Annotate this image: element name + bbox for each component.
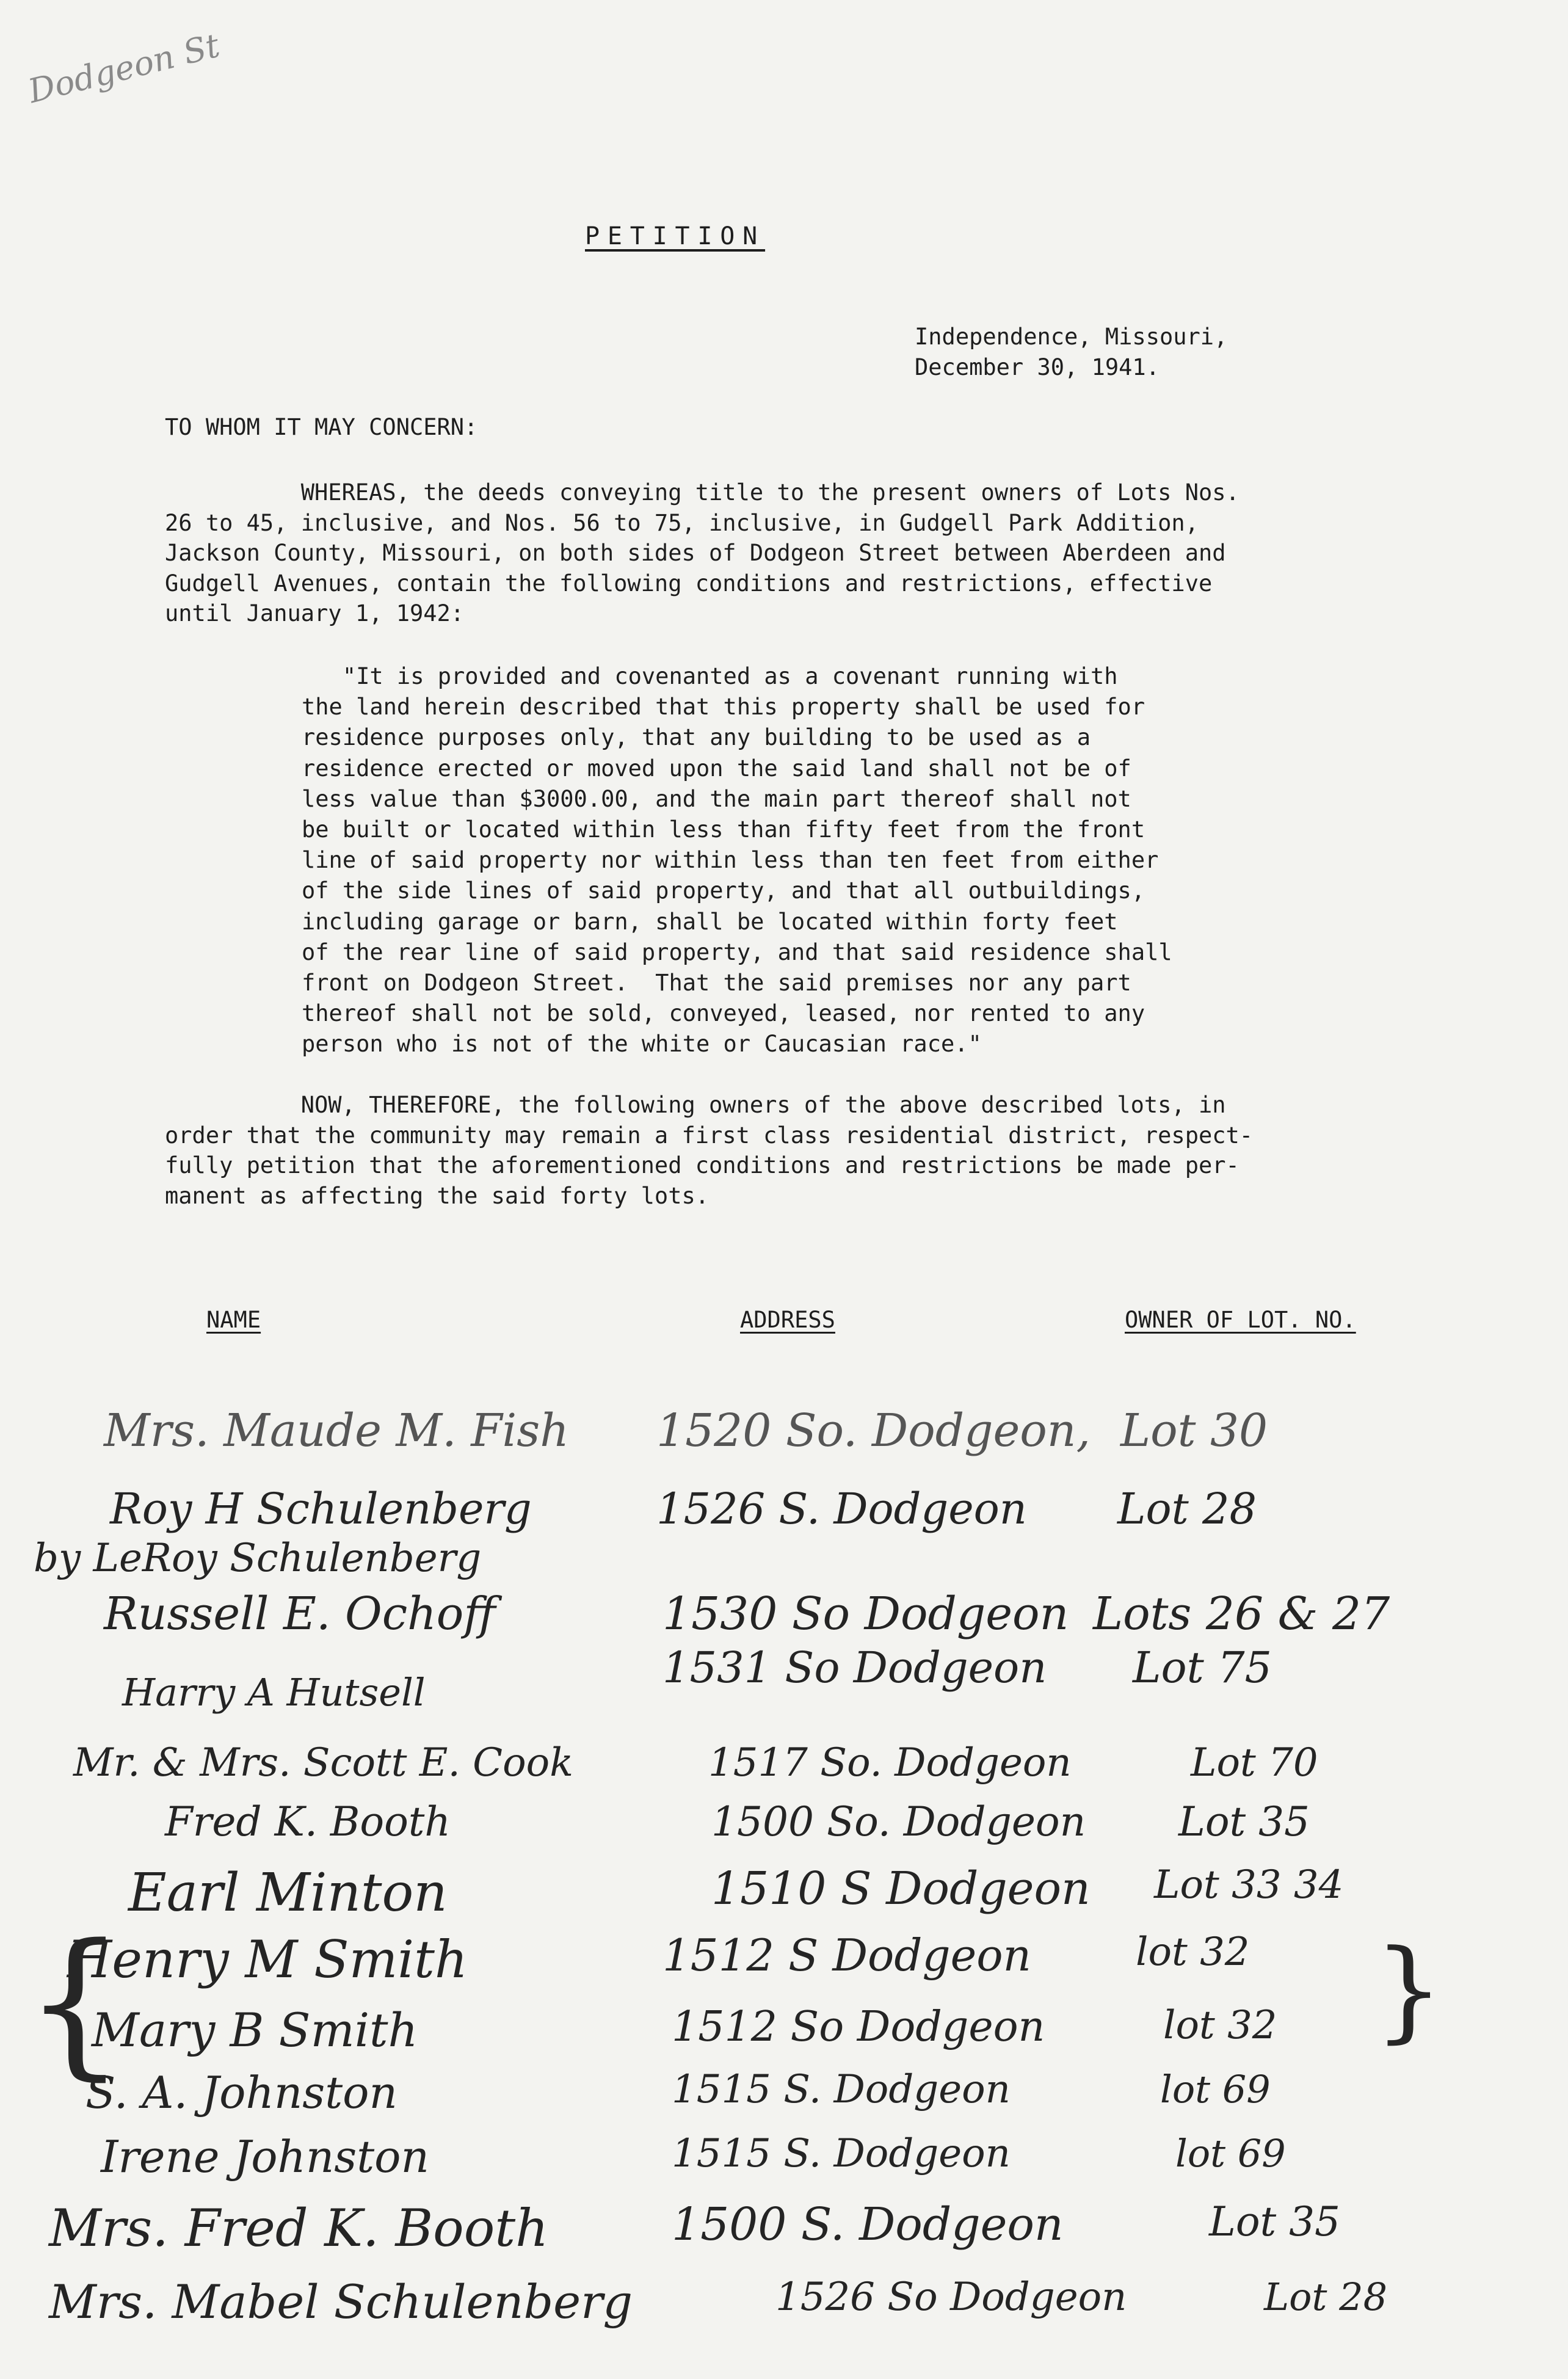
covenant-quote: "It is provided and covenanted as a covenant running with the land herein described that this property shall be used for residence purposes only, that any building to be used as a residence erected or moved upon the said land shall not be of less value than $3000.00, and the main part thereof shall not be built or located within less than fifty feet from the front line of said property nor within less than ten feet from either of the side lines of said property, and that all outbuildings, including garage or barn, shall be located within forty feet of the rear line of said property, and that said residence shall front on Dodgeon Street. That the said premises nor any part thereof shall not be sold, conveyed, leased, nor rented to any person who is not of the white or Caucasian race." xyxy=(302,663,1172,1058)
left-brace: { xyxy=(24,1911,126,2095)
signature-name: Roy H Schulenberg xyxy=(110,1484,532,1534)
signature-name: Mr. & Mrs. Scott E. Cook xyxy=(73,1740,573,1785)
signature-address: 1520 So. Dodgeon, xyxy=(656,1404,1091,1457)
signature-name: Mrs. Fred K. Booth xyxy=(49,2198,549,2258)
signature-address: 1500 So. Dodgeon xyxy=(711,1798,1086,1845)
salutation: TO WHOM IT MAY CONCERN: xyxy=(165,414,478,440)
signature-lot: lot 32 xyxy=(1163,2003,1277,2048)
signature-address: 1517 So. Dodgeon xyxy=(708,1740,1072,1785)
signature-name: Harry A Hutsell xyxy=(122,1670,426,1715)
signature-lot: lot 69 xyxy=(1160,2067,1271,2112)
signature-lot: Lot 35 xyxy=(1178,1798,1310,1845)
signature-name: Henry M Smith xyxy=(67,1930,468,1989)
signature-address: 1531 So Dodgeon xyxy=(662,1643,1047,1693)
whereas-paragraph: WHEREAS, the deeds conveying title to the present owners of Lots Nos. 26 to 45, inclusive, and Nos. 56 to 75, inclusive, in Gudgell Park Addition, Jackson County, Missouri, on both sides of Dodgeon Street between Aberdeen and Gudgell Avenues, contain the following conditions and restrictions, effective until January 1, 1942: xyxy=(165,479,1240,627)
signature-address: 1530 So Dodgeon xyxy=(662,1588,1069,1640)
signature-address: 1526 S. Dodgeon xyxy=(656,1484,1027,1534)
signature-name: Mrs. Maude M. Fish xyxy=(104,1404,569,1457)
signature-lot: lot 69 xyxy=(1175,2131,1286,2176)
signature-address: 1515 S. Dodgeon xyxy=(672,2131,1011,2176)
signature-name: Earl Minton xyxy=(128,1862,448,1923)
signature-name: Mary B Smith xyxy=(92,2003,418,2057)
signature-name: Fred K. Booth xyxy=(165,1798,451,1845)
signature-lot: Lot 70 xyxy=(1191,1740,1318,1785)
document-title: PETITION xyxy=(585,222,766,250)
column-header-address: ADDRESS xyxy=(740,1307,835,1333)
signature-address: 1512 S Dodgeon xyxy=(662,1930,1031,1981)
signature-lot: Lot 30 xyxy=(1120,1404,1268,1457)
signature-address: 1512 So Dodgeon xyxy=(672,2003,1045,2051)
signature-address: 1510 S Dodgeon xyxy=(711,1862,1091,1915)
signature-address: 1526 So Dodgeon xyxy=(775,2275,1127,2320)
date-line: December 30, 1941. xyxy=(915,354,1160,380)
signature-lot: lot 32 xyxy=(1136,1930,1250,1975)
signature-address: 1500 S. Dodgeon xyxy=(672,2198,1064,2251)
signature-lot: Lots 26 & 27 xyxy=(1093,1588,1390,1640)
column-header-lot: OWNER OF LOT. NO. xyxy=(1125,1307,1356,1333)
signature-name: Irene Johnston xyxy=(101,2131,429,2182)
place-line: Independence, Missouri, xyxy=(915,324,1228,350)
column-header-name: NAME xyxy=(206,1307,261,1333)
therefore-paragraph: NOW, THEREFORE, the following owners of the above described lots, in order that the community may remain a first class residential district, respect- fully petition that the aforementioned conditions and restrictions be made per- manent as affecting the said forty lots. xyxy=(165,1092,1254,1209)
signature-name: S. A. Johnston xyxy=(85,2067,397,2118)
signature-lot: Lot 28 xyxy=(1264,2275,1388,2319)
signature-lot: Lot 28 xyxy=(1117,1484,1257,1534)
signature-lot: Lot 33 34 xyxy=(1154,1862,1344,1908)
signature-lot: Lot 35 xyxy=(1209,2198,1341,2245)
signature-lot: Lot 75 xyxy=(1133,1643,1272,1693)
signature-name: Mrs. Mabel Schulenberg xyxy=(49,2275,633,2329)
signature-name: by LeRoy Schulenberg xyxy=(34,1536,482,1581)
signature-address: 1515 S. Dodgeon xyxy=(672,2067,1011,2112)
margin-note: Dodgeon St xyxy=(24,26,223,111)
right-brace: } xyxy=(1374,1927,1444,2054)
signature-name: Russell E. Ochoff xyxy=(104,1588,496,1640)
